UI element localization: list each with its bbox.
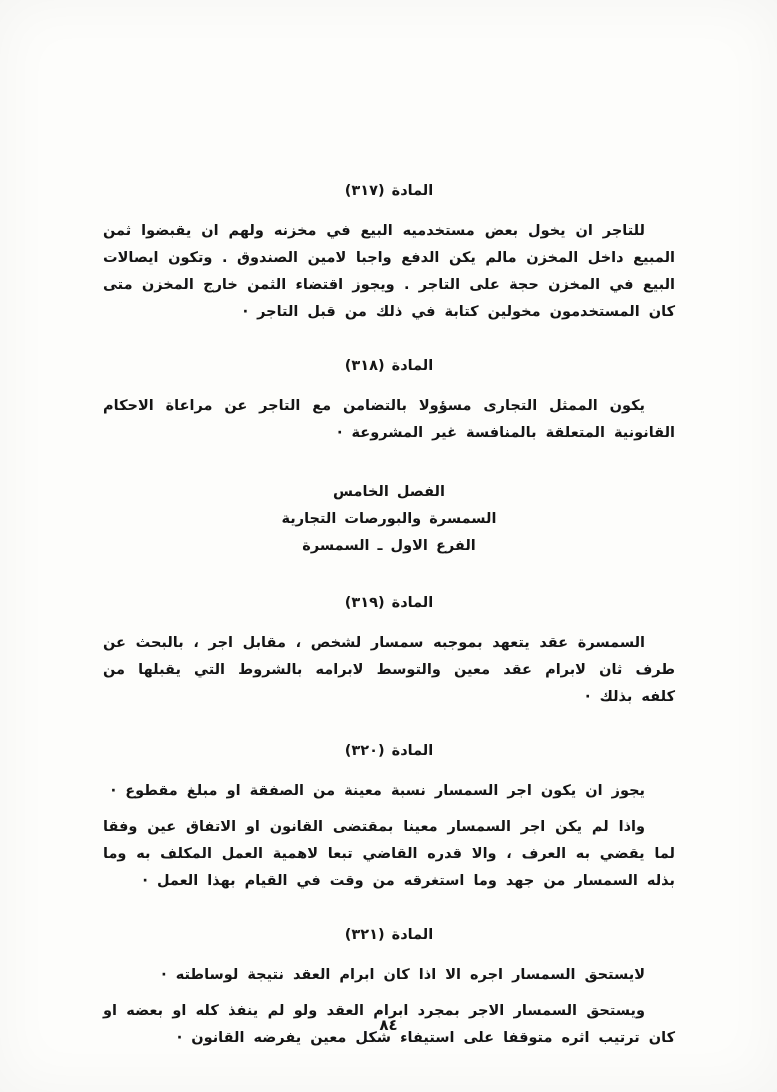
article-320-heading: المادة (٣٢٠)	[344, 743, 434, 759]
article-320-paragraph-2: واذا لم يكن اجر السمسار معينا بمقتضى القانون او الاتفاق عين وفقا لما يقضي به العرف ، والا قدره القاضي تبعا لاهمية العمل المكلف به وما بذله السمسار من جهد وما استغرقه من وقت في القيام بهذا العمل ·	[103, 819, 675, 889]
article-318-paragraph: يكون الممثل التجارى مسؤولا بالتضامن مع التاجر عن مراعاة الاحكام القانونية المتعلقة بالمنافسة غير المشروعة ·	[103, 398, 675, 441]
article-321-heading: المادة (٣٢١)	[344, 927, 434, 943]
article-319-paragraph: السمسرة عقد يتعهد بموجبه سمسار لشخص ، مقابل اجر ، بالبحث عن طرف ثان لابرام عقد معين والتوسط لابرامه بالشروط التي يقبلها من كلفه بذلك ·	[103, 635, 675, 705]
article-321-paragraph-2: ويستحق السمسار الاجر بمجرد ابرام العقد ولو لم ينفذ كله او بعضه او كان ترتيب اثره متوقفا على استيفاء شكل معين يفرضه القانون ·	[103, 1003, 675, 1046]
article-317-paragraph: للتاجر ان يخول بعض مستخدميه البيع في مخزنه ولهم ان يقبضوا ثمن المبيع داخل المخزن مالم يكن الدفع واجبا لامين الصندوق . وتكون ايصالات البيع في المخزن حجة على التاجر . ويجوز اقتضاء الثمن خارج المخزن متى كان المستخدمون مخولين كتابة في ذلك من قبل التاجر ·	[103, 223, 675, 320]
page-number: ٨٤	[379, 1016, 398, 1034]
article-318-heading: المادة (٣١٨)	[344, 358, 434, 374]
article-317-heading: المادة (٣١٧)	[344, 183, 434, 199]
article-321-paragraph-1: لايستحق السمسار اجره الا اذا كان ابرام العقد نتيجة لوساطته ·	[161, 967, 645, 983]
section-one-title: الفرع الاول ـ السمسرة	[302, 538, 476, 554]
article-319-heading: المادة (٣١٩)	[344, 595, 434, 611]
article-320-paragraph-1: يجوز ان يكون اجر السمسار نسبة معينة من الصفقة او مبلغ مقطوع ·	[110, 783, 645, 799]
document-content	[103, 178, 675, 1052]
chapter-five-title: السمسرة والبورصات التجارية	[281, 511, 497, 527]
chapter-five-block	[103, 479, 675, 560]
chapter-five-heading: الفصل الخامس	[333, 484, 445, 500]
